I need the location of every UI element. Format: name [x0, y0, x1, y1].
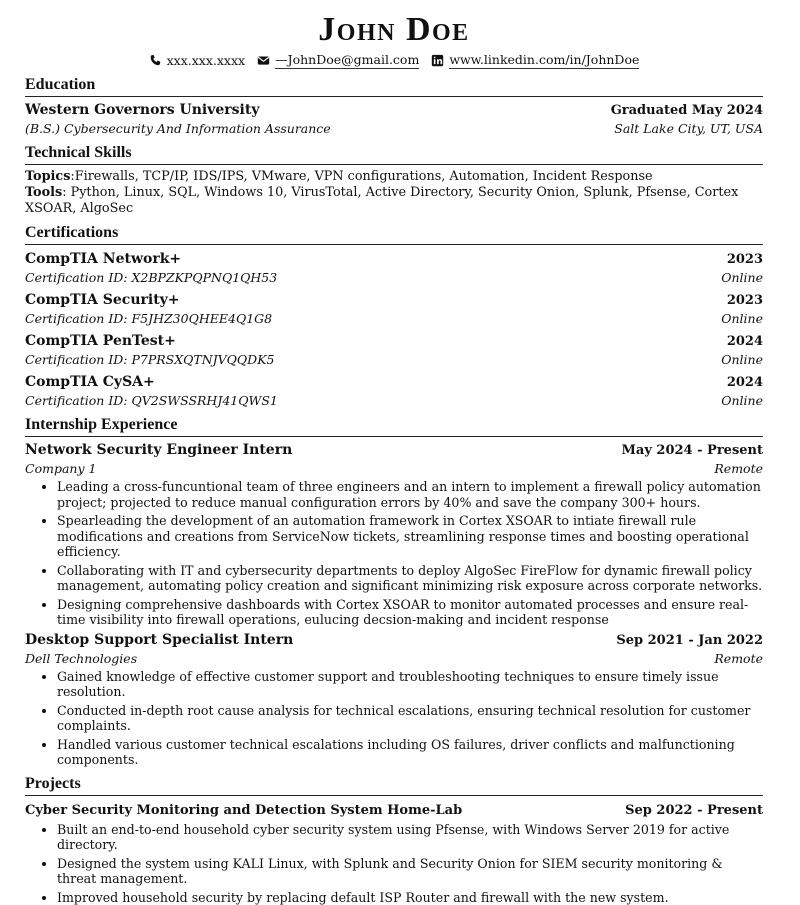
cert-id: Certification ID: P7PRSXQTNJVQQDK5: [25, 351, 274, 368]
cert-name: CompTIA CySA+: [25, 373, 155, 391]
job-date: May 2024 - Present: [622, 442, 763, 460]
school-location: Salt Lake City, UT, USA: [614, 120, 763, 137]
job-location: Remote: [714, 650, 763, 667]
cert-name: CompTIA Network+: [25, 250, 181, 268]
education-heading: Education: [25, 75, 763, 97]
cert-id: Certification ID: QV2SWSSRHJ41QWS1: [25, 392, 278, 409]
job-location: Remote: [714, 460, 763, 477]
job-bullets: [25, 479, 763, 628]
experience-heading: Internship Experience: [25, 415, 763, 437]
job-role: Network Security Engineer Intern: [25, 441, 292, 459]
project-bullets: [25, 822, 763, 905]
list-item: • Gained knowledge of effective customer support and troubleshooting techniques to ensure timely issue resolution.: [57, 669, 763, 700]
linkedin-icon: [431, 54, 444, 67]
certifications-section: [25, 223, 763, 409]
envelope-icon: [257, 54, 270, 67]
job-entry: [25, 441, 763, 628]
project-date: Sep 2022 - Present: [625, 802, 763, 820]
job-entry: [25, 631, 763, 768]
cert-entry: [25, 250, 763, 286]
cert-mode: Online: [721, 351, 763, 368]
cert-id: Certification ID: X2BPZKPQPNQ1QH53: [25, 269, 277, 286]
degree: (B.S.) Cybersecurity And Information Assurance: [25, 120, 331, 137]
school-name: Western Governors University: [25, 101, 259, 119]
job-company: Dell Technologies: [25, 650, 137, 667]
cert-entry: [25, 332, 763, 368]
cert-year: 2024: [727, 333, 763, 351]
linkedin-link[interactable]: www.linkedin.com/in/JohnDoe: [449, 52, 639, 69]
phone-icon: [149, 54, 162, 67]
cert-entry: [25, 291, 763, 327]
education-section: [25, 75, 763, 137]
list-item: • Conducted in-depth root cause analysis for technical escalations, ensuring technical resolution for customer complaints.: [57, 703, 763, 734]
linkedin-contact[interactable]: [431, 52, 639, 69]
tools-list: : Python, Linux, SQL, Windows 10, VirusTotal, Active Directory, Security Onion, Splunk, Pfsense, Cortex XSOAR, AlgoSec: [25, 185, 738, 216]
cert-id: Certification ID: F5JHZ30QHEE4Q1G8: [25, 310, 272, 327]
contact-bar: [25, 52, 763, 69]
cert-name: CompTIA PenTest+: [25, 332, 176, 350]
list-item: • Spearleading the development of an automation framework in Cortex XSOAR to intiate firewall rule modifications and creations from ServiceNow tickets, streamlining response times and boosting operational efficiency.: [57, 513, 763, 560]
list-item: • Improved household security by replacing default ISP Router and firewall with the new system.: [57, 890, 763, 905]
cert-year: 2023: [727, 292, 763, 310]
project-entry: [25, 802, 763, 905]
job-date: Sep 2021 - Jan 2022: [616, 632, 763, 650]
phone-number: xxx.xxx.xxxx: [167, 53, 245, 68]
list-item: • Handled various customer technical escalations including OS failures, driver conflicts and malfunctioning components.: [57, 737, 763, 768]
experience-section: [25, 415, 763, 768]
job-company: Company 1: [25, 460, 96, 477]
job-bullets: [25, 669, 763, 768]
resume-page: [25, 0, 763, 905]
skills-tools-line: [25, 185, 763, 217]
job-role: Desktop Support Specialist Intern: [25, 631, 293, 649]
project-name: Cyber Security Monitoring and Detection System Home-Lab: [25, 802, 462, 820]
tools-label: Tools: [25, 185, 62, 200]
cert-year: 2023: [727, 251, 763, 269]
projects-section: [25, 774, 763, 905]
skills-topics-line: Topics:Firewalls, TCP/IP, IDS/IPS, VMware, VPN configurations, Automation, Incident Response: [25, 169, 763, 185]
email-contact[interactable]: [257, 52, 419, 69]
skills-section: [25, 143, 763, 217]
projects-heading: Projects: [25, 774, 763, 796]
cert-mode: Online: [721, 392, 763, 409]
graduation-date: Graduated May 2024: [611, 102, 763, 120]
topics-label: Topics: [25, 169, 70, 184]
cert-entry: [25, 373, 763, 409]
list-item: • Collaborating with IT and cybersecurity departments to deploy AlgoSec FireFlow for dynamic firewall policy management, automating policy creation and significant minimizing risk exposure across corporate networks.: [57, 563, 763, 594]
candidate-name: John Doe: [25, 10, 763, 50]
skills-heading: Technical Skills: [25, 143, 763, 165]
list-item: • Designing comprehensive dashboards with Cortex XSOAR to monitor automated processes and ensure real-time visibility into firewall operations, eulucing decsion-making and incident response: [57, 597, 763, 628]
cert-mode: Online: [721, 310, 763, 327]
topics-list: Firewalls, TCP/IP, IDS/IPS, VMware, VPN configurations, Automation, Incident Response: [75, 169, 653, 184]
certifications-heading: Certifications: [25, 223, 763, 245]
list-item: • Leading a cross-funcuntional team of three engineers and an intern to implement a firewall policy automation project; projected to reduce manual configuration errors by 40% and save the company 300+ hours.: [57, 479, 763, 510]
email-link[interactable]: —JohnDoe@gmail.com: [275, 52, 419, 69]
cert-name: CompTIA Security+: [25, 291, 180, 309]
phone-contact: [149, 53, 245, 68]
cert-mode: Online: [721, 269, 763, 286]
list-item: • Designed the system using KALI Linux, with Splunk and Security Onion for SIEM security monitoring & threat management.: [57, 856, 763, 887]
cert-year: 2024: [727, 374, 763, 392]
list-item: • Built an end-to-end household cyber security system using Pfsense, with Windows Server 2019 for active directory.: [57, 822, 763, 853]
